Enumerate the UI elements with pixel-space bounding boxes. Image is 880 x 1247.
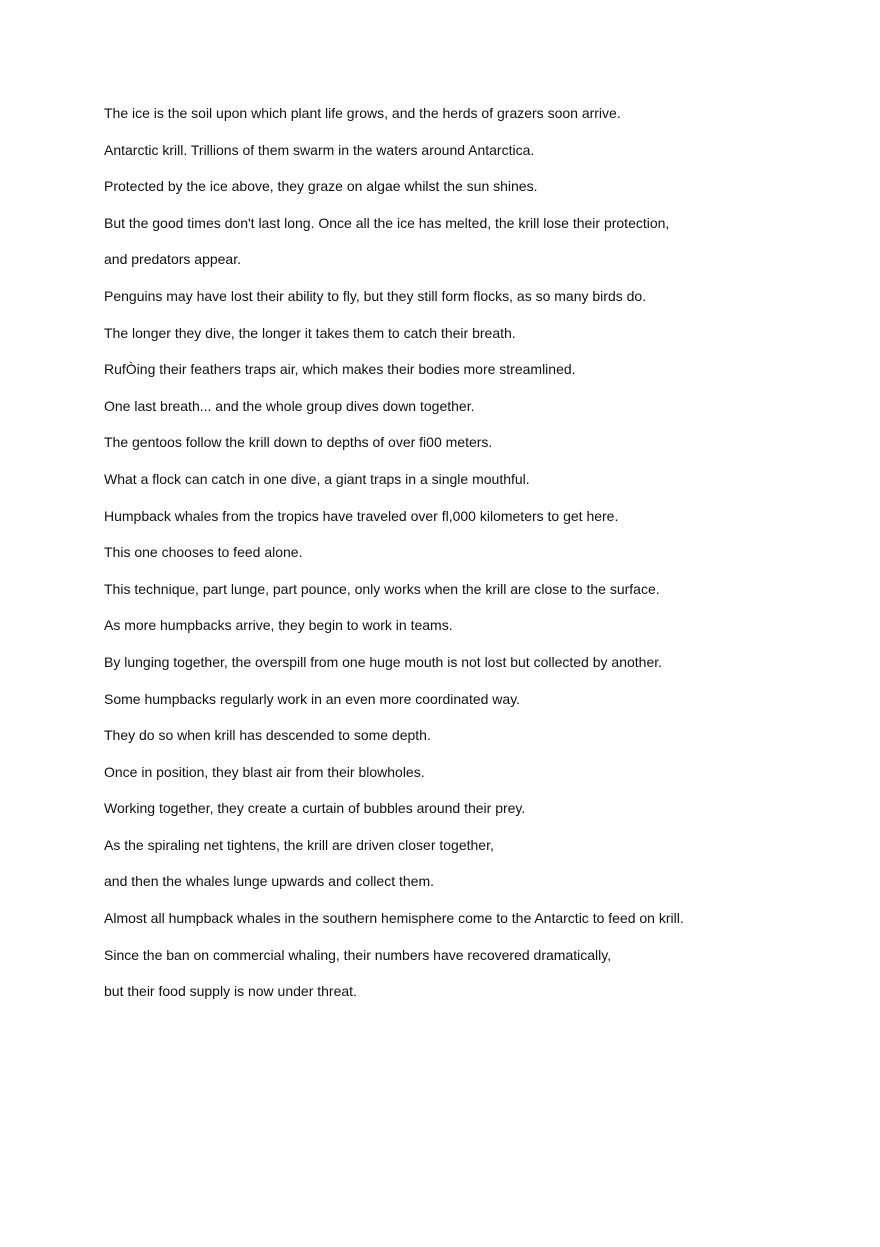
text-line: Antarctic krill. Trillions of them swarm in the waters around Antarctica.	[104, 141, 535, 158]
text-line: They do so when krill has descended to some depth.	[104, 727, 431, 744]
text-line: RufÒing their feathers traps air, which makes their bodies more streamlined.	[104, 361, 576, 378]
text-line: As the spiraling net tightens, the krill are driven closer together,	[104, 836, 494, 853]
text-line: But the good times don't last long. Once all the ice has melted, the krill lose their protection,	[104, 214, 670, 231]
text-line: The gentoos follow the krill down to depths of over ﬁ00 meters.	[104, 434, 493, 451]
text-line: Some humpbacks regularly work in an even more coordinated way.	[104, 690, 521, 707]
document-page	[104, 103, 804, 1018]
text-line: By lunging together, the overspill from one huge mouth is not lost but collected by another.	[104, 653, 663, 670]
text-line: Humpback whales from the tropics have traveled over ﬂ,000 kilometers to get here.	[104, 507, 619, 524]
text-line: Working together, they create a curtain of bubbles around their prey.	[104, 800, 526, 817]
text-line: This technique, part lunge, part pounce, only works when the krill are close to the surface.	[104, 580, 660, 597]
text-line: Once in position, they blast air from their blowholes.	[104, 763, 425, 780]
text-line: Almost all humpback whales in the southern hemisphere come to the Antarctic to feed on krill.	[104, 910, 684, 927]
text-line: This one chooses to feed alone.	[104, 544, 303, 561]
text-line: but their food supply is now under threat.	[104, 983, 357, 1000]
text-line: The longer they dive, the longer it takes them to catch their breath.	[104, 324, 516, 341]
text-line: The ice is the soil upon which plant life grows, and the herds of grazers soon arrive.	[104, 105, 621, 121]
text-line: One last breath... and the whole group dives down together.	[104, 397, 475, 414]
text-line: Protected by the ice above, they graze on algae whilst the sun shines.	[104, 178, 538, 195]
text-line: Since the ban on commercial whaling, their numbers have recovered dramatically,	[104, 946, 612, 963]
text-line: and predators appear.	[104, 251, 241, 268]
text-line: What a flock can catch in one dive, a giant traps in a single mouthful.	[104, 470, 530, 487]
text-line: Penguins may have lost their ability to fly, but they still form flocks, as so many birds do.	[104, 287, 647, 304]
text-line: and then the whales lunge upwards and collect them.	[104, 873, 434, 890]
text-line: As more humpbacks arrive, they begin to work in teams.	[104, 617, 453, 634]
